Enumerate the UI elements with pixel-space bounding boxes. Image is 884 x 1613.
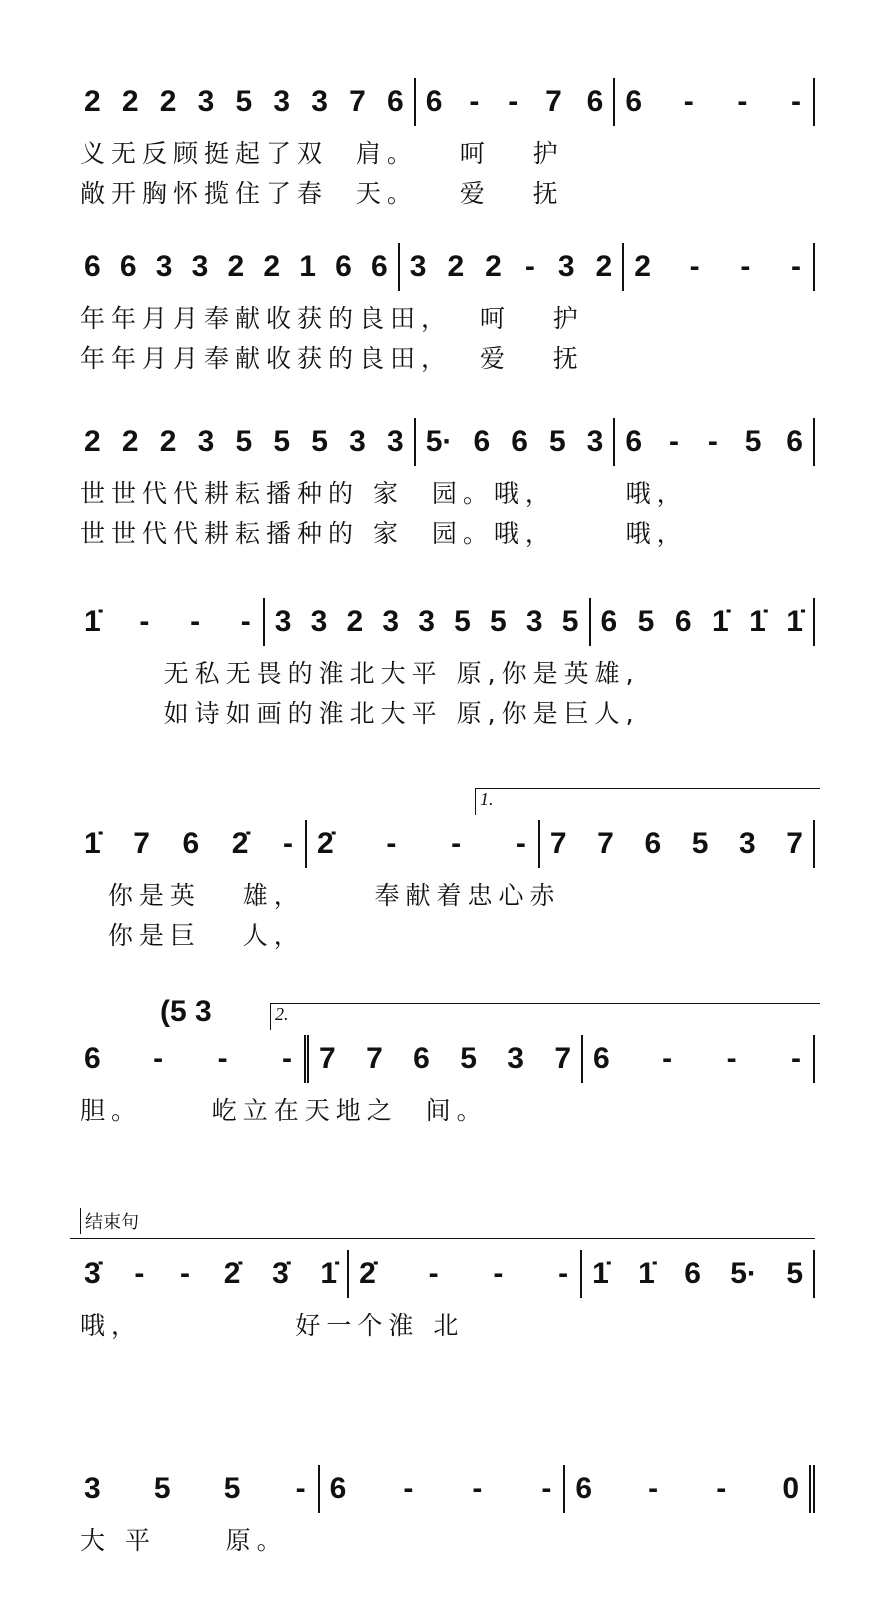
measure <box>80 78 416 126</box>
measure <box>80 418 416 466</box>
note: 5 <box>223 1472 241 1505</box>
note: - <box>740 250 751 283</box>
note: 3 <box>586 425 604 458</box>
measure <box>416 418 616 466</box>
lyric-line: 胆。 屹立在天地之 间。 <box>80 1096 488 1125</box>
measure <box>615 78 815 126</box>
note: 5 <box>561 605 579 638</box>
note: 6 <box>84 1042 101 1075</box>
notes-line <box>80 1035 815 1083</box>
note: 5· <box>425 425 453 458</box>
note: 3̇ <box>272 1257 289 1290</box>
note: - <box>493 1257 504 1290</box>
note: 5 <box>235 85 253 118</box>
note: 6 <box>593 1042 610 1075</box>
measure <box>400 243 625 291</box>
note: - <box>524 250 535 283</box>
note: 3 <box>557 250 575 283</box>
measure <box>80 1465 320 1513</box>
ending-label: 结束句 <box>80 1208 815 1234</box>
note: 7 <box>545 85 562 118</box>
measure <box>80 598 265 646</box>
note: 3 <box>349 425 366 458</box>
lyric-line: 世世代代耕耘播种的 家 园。哦， 哦， <box>80 519 688 548</box>
note: 6 <box>119 250 137 283</box>
note: 6 <box>387 85 404 118</box>
note: 0 <box>782 1472 799 1505</box>
note: 5· <box>730 1257 757 1290</box>
note: 1̇ <box>320 1257 338 1290</box>
note: - <box>469 85 480 118</box>
measure <box>591 598 816 646</box>
note: 6 <box>674 605 692 638</box>
note: - <box>180 1257 191 1290</box>
note: 3 <box>191 250 209 283</box>
note: 2 <box>595 250 613 283</box>
note: 3 <box>418 605 435 638</box>
note: 3 <box>310 605 328 638</box>
note: 2 <box>159 85 177 118</box>
note: - <box>689 250 700 283</box>
note: 2̇ <box>316 827 334 860</box>
note: 2 <box>263 250 281 283</box>
lyric-line: 义无反顾挺起了双 肩。 呵 护 <box>80 139 564 168</box>
note: 1̇ <box>749 605 766 638</box>
note: 1̇ <box>84 605 101 638</box>
note: 5 <box>786 1257 803 1290</box>
note: 5 <box>637 605 655 638</box>
note: - <box>541 1472 552 1505</box>
note: - <box>726 1042 737 1075</box>
note: 2 <box>227 250 245 283</box>
pickup-notes: (5 3 <box>160 995 212 1028</box>
lyric-line: 年年月月奉献收获的良田， 爱 抚 <box>80 344 584 373</box>
note: - <box>153 1042 164 1075</box>
note: - <box>707 425 718 458</box>
score-system <box>80 1465 815 1561</box>
note: 3 <box>525 605 543 638</box>
note: - <box>737 85 748 118</box>
note: - <box>428 1257 439 1290</box>
lyric-line: 无私无畏的淮北大平 原,你是英雄, <box>80 659 640 688</box>
volta-bracket: 1. <box>475 788 820 815</box>
note: 7 <box>349 85 366 118</box>
note: 6 <box>473 425 491 458</box>
note: 5 <box>153 1472 171 1505</box>
measure <box>540 820 815 868</box>
note: 3 <box>382 605 400 638</box>
note: - <box>791 1042 801 1075</box>
note: 2 <box>121 85 139 118</box>
note: - <box>282 827 293 860</box>
note: - <box>403 1472 414 1505</box>
score-system <box>80 995 815 1131</box>
note: 7 <box>549 827 567 860</box>
notes-line <box>80 418 815 466</box>
note: - <box>716 1472 727 1505</box>
note: 1 <box>299 250 316 283</box>
lyric-line: 敞开胸怀揽住了春 天。 爱 抚 <box>80 179 564 208</box>
note: - <box>240 605 251 638</box>
note: - <box>558 1257 569 1290</box>
note: 5 <box>548 425 566 458</box>
note: 6 <box>84 250 101 283</box>
note: - <box>134 1257 145 1290</box>
note: 2 <box>485 250 502 283</box>
note: 7 <box>597 827 614 860</box>
note: 6 <box>625 85 643 118</box>
note: - <box>217 1042 228 1075</box>
notes-line <box>80 1250 815 1298</box>
lyric-line: 哦， 好一个淮 北 <box>80 1311 465 1340</box>
note: 6 <box>575 1472 593 1505</box>
note: - <box>295 1472 306 1505</box>
score-system <box>80 598 815 734</box>
note: 5 <box>691 827 709 860</box>
measure <box>80 820 307 868</box>
note: 3 <box>409 250 427 283</box>
lyric-line: 你是英 雄， 奉献着忠心赤 <box>80 881 561 910</box>
note: 6 <box>511 425 528 458</box>
measure <box>80 1035 309 1083</box>
volta-bracket: 2. <box>270 1003 820 1030</box>
note: 2 <box>84 425 101 458</box>
note: 3 <box>197 425 215 458</box>
note: - <box>648 1472 659 1505</box>
notes-line <box>80 78 815 126</box>
note: 3 <box>84 1472 101 1505</box>
note: 6 <box>425 85 443 118</box>
note: 7 <box>554 1042 571 1075</box>
note: 5 <box>454 605 471 638</box>
measure <box>307 820 540 868</box>
note: 2̇ <box>223 1257 241 1290</box>
notes-line <box>80 243 815 291</box>
note: 7 <box>366 1042 383 1075</box>
measure <box>416 78 616 126</box>
note: 1̇ <box>786 605 803 638</box>
note: - <box>472 1472 483 1505</box>
note: 1̇ <box>84 827 101 860</box>
note: - <box>508 85 519 118</box>
note: - <box>282 1042 292 1075</box>
note: - <box>515 827 526 860</box>
note: 2 <box>84 85 101 118</box>
note: - <box>790 85 801 118</box>
measure <box>309 1035 583 1083</box>
measure <box>80 243 400 291</box>
note: 2 <box>346 605 364 638</box>
note: - <box>791 250 801 283</box>
note: - <box>190 605 201 638</box>
note: 6 <box>625 425 643 458</box>
note: 3 <box>197 85 215 118</box>
measure <box>320 1465 566 1513</box>
note: 2 <box>447 250 465 283</box>
note: 3 <box>274 605 292 638</box>
note: - <box>683 85 694 118</box>
note: 6 <box>600 605 618 638</box>
note: - <box>662 1042 673 1075</box>
notes-line <box>80 820 815 868</box>
note: 3̇ <box>84 1257 101 1290</box>
score-system <box>80 1212 815 1346</box>
note: 5 <box>311 425 328 458</box>
note: - <box>139 605 150 638</box>
note: 1̇ <box>711 605 729 638</box>
lyric-line: 世世代代耕耘播种的 家 园。哦， 哦， <box>80 479 688 508</box>
note: 5 <box>460 1042 477 1075</box>
note: 6 <box>371 250 388 283</box>
measure <box>615 418 815 466</box>
note: 6 <box>644 827 662 860</box>
note: 1̇ <box>592 1257 609 1290</box>
note: - <box>451 827 462 860</box>
measure <box>582 1250 815 1298</box>
note: 2 <box>634 250 651 283</box>
note: 2̇ <box>231 827 249 860</box>
note: 2 <box>121 425 139 458</box>
lyric-line: 年年月月奉献收获的良田， 呵 护 <box>80 304 584 333</box>
note: 3 <box>273 85 291 118</box>
note: - <box>668 425 679 458</box>
system-divider <box>70 1238 815 1239</box>
score-system <box>80 78 815 214</box>
note: 6 <box>413 1042 430 1075</box>
measure <box>565 1465 815 1513</box>
note: 6 <box>684 1257 701 1290</box>
measure <box>265 598 591 646</box>
note: 6 <box>182 827 200 860</box>
note: 3 <box>739 827 756 860</box>
note: 5 <box>235 425 253 458</box>
score-system <box>80 243 815 379</box>
note: 1̇ <box>638 1257 655 1290</box>
note: 2 <box>159 425 177 458</box>
score-system <box>80 789 815 956</box>
notes-line <box>80 598 815 646</box>
note: 3 <box>507 1042 524 1075</box>
lyric-line: 如诗如画的淮北大平 原,你是巨人, <box>80 699 640 728</box>
note: 3 <box>155 250 173 283</box>
note: 5 <box>744 425 762 458</box>
measure <box>80 1250 349 1298</box>
note: 2̇ <box>359 1257 376 1290</box>
note: 5 <box>490 605 507 638</box>
measure <box>583 1035 815 1083</box>
measure <box>349 1250 582 1298</box>
note: 5 <box>273 425 291 458</box>
lyric-line: 你是巨 人， <box>80 921 305 950</box>
note: 3 <box>387 425 404 458</box>
note: 6 <box>786 425 803 458</box>
note: 7 <box>319 1042 336 1075</box>
note: 6 <box>329 1472 347 1505</box>
note: 7 <box>133 827 150 860</box>
note: 6 <box>586 85 604 118</box>
note: 7 <box>786 827 803 860</box>
note: 6 <box>335 250 352 283</box>
measure <box>624 243 815 291</box>
notes-line <box>80 1465 815 1513</box>
score-system <box>80 418 815 554</box>
note: - <box>386 827 397 860</box>
lyric-line: 大 平 原。 <box>80 1526 288 1555</box>
note: 3 <box>311 85 328 118</box>
